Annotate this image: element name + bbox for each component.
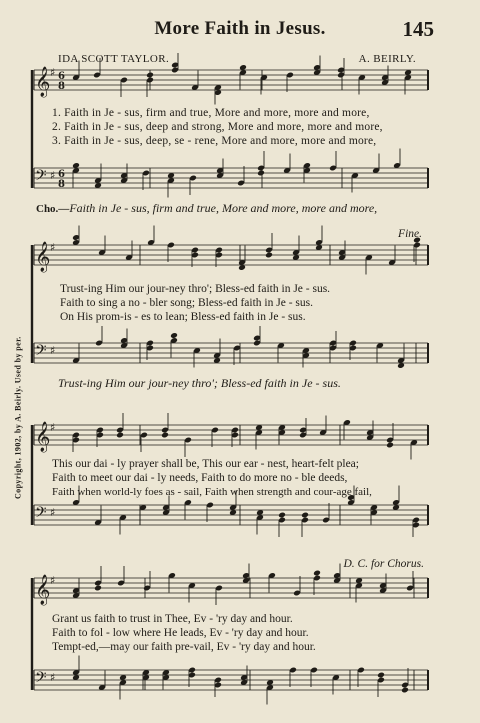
key-signature-icon: ♯ [50,66,56,79]
verse-line-1: This our dai - ly prayer shall be, This our ear - nest, heart-felt plea; [52,458,359,470]
verse-line-3: On His prom-is - es to lean; Bless-ed faith in Je - sus. [60,311,306,323]
treble-clef-icon: 𝄞 [35,422,51,452]
composer-credit: A. BEIRLY. [358,53,416,65]
time-signature: 8 [58,81,65,92]
verse-line-2: Faith to meet our dai - ly needs, Faith to do more no - ble deeds, [52,472,348,484]
treble-clef-icon: 𝄞 [35,575,51,605]
key-signature-icon: ♯ [50,671,56,684]
note-head [377,672,385,679]
note-head [313,570,321,577]
treble-clef-icon: 𝄞 [35,242,51,272]
time-signature: 8 [58,179,65,190]
dc-marking: D. C. for Chorus. [343,558,424,570]
chorus-label: Cho.— [36,203,70,215]
key-signature-icon: ♯ [50,506,56,519]
author-credit: IDA SCOTT TAYLOR. [58,53,170,65]
chorus-line: Trust-ing Him our jour-ney thro'; Bless-ed faith in Je - sus. [58,376,341,390]
treble-clef-icon: 𝄞 [35,67,51,97]
note-head [265,252,273,259]
verse-line-1: Grant us faith to trust in Thee, Ev - 'ry day and hour. [52,613,293,625]
bass-clef-icon: 𝄢 [35,167,47,188]
note-head [146,72,154,79]
note-head [386,442,394,449]
verse-line-2: Faith to sing a no - bler song; Bless-ed faith in Je - sus. [60,297,313,309]
hymn-title: More Faith in Jesus. [154,18,326,39]
copyright-note: Copyright, 1902, by A. Beirly. Used by per. [13,336,23,500]
key-signature-icon: ♯ [50,169,56,182]
note-head [278,512,286,519]
key-signature-icon: ♯ [50,421,56,434]
verse-line-2: 2. Faith in Je - sus, deep and strong, More and more, more and more, [52,121,383,133]
hymn-number: 145 [402,17,434,41]
verse-line-1: 1. Faith in Je - sus, firm and true, More and more, more and more, [52,107,370,119]
chorus-line [36,201,377,216]
verse-line-3: Faith when world-ly foes as - sail, Faith when strength and cour-age fail, [52,486,372,498]
chorus-text: Faith in Je - sus, firm and true, More and more, more and more, [69,201,378,215]
note-head [161,432,169,439]
verse-line-1: Trust-ing Him our jour-ney thro'; Bless-ed faith in Je - sus. [60,283,331,295]
bass-clef-icon: 𝄢 [35,342,47,363]
verse-line-3: Tempt-ed,—may our faith pre-vail, Ev - 'ry day and hour. [52,641,316,653]
note-head [116,432,124,439]
verse-line-2: Faith to fol - low where He leads, Ev - 'ry day and hour. [52,627,309,639]
bass-clef-icon: 𝄢 [35,504,47,525]
bass-clef-icon: 𝄢 [35,669,47,690]
verse-line-3: 3. Faith in Je - sus, deep, se - rene, More and more, more and more, [52,135,377,147]
note-head [401,687,409,694]
key-signature-icon: ♯ [50,574,56,587]
note-head [94,585,102,592]
note-head [301,512,309,519]
key-signature-icon: ♯ [50,344,56,357]
note-head [170,332,178,339]
note-head [257,170,265,177]
key-signature-icon: ♯ [50,241,56,254]
fine-marking: Fine. [398,228,422,240]
time-signature: 6 [58,71,65,82]
time-signature: 6 [58,169,65,180]
